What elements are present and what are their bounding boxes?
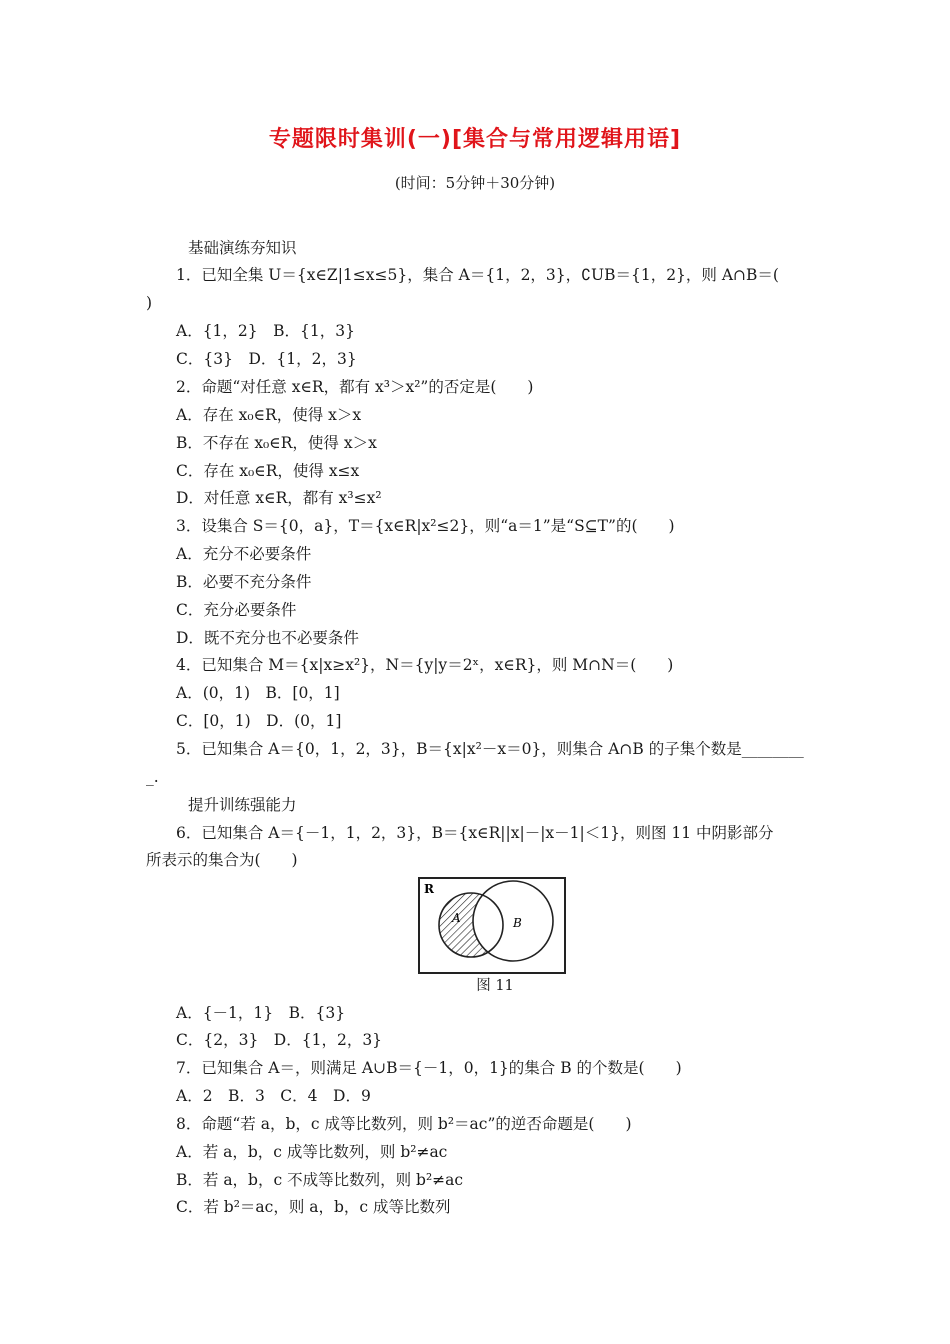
q1-options-cd: C．{3} D．{1，2，3} (176, 350, 357, 368)
q2-option-b: B．不存在 x₀∈R，使得 x＞x (176, 434, 377, 452)
q4-stem: 4．已知集合 M＝{x|x≥x²}，N＝{y|y＝2ˣ，x∈R}，则 M∩N＝( ) (176, 656, 674, 674)
figure-caption: 图 11 (476, 978, 514, 994)
q8-stem: 8．命题“若 a，b，c 成等比数列，则 b²＝ac”的逆否命题是( ) (176, 1115, 632, 1133)
q1-options-ab: A．{1，2} B．{1，3} (176, 322, 355, 340)
q8-option-b: B．若 a，b，c 不成等比数列，则 b²≠ac (176, 1171, 464, 1189)
page-title: 专题限时集训(一)[集合与常用逻辑用语] (268, 127, 682, 152)
q6-stem: 6．已知集合 A＝{－1，1，2，3}，B＝{x∈R||x|－|x－1|＜1}，则图 11 中阴影部分 (176, 824, 774, 842)
section-basic: 基础演练夯知识 (188, 239, 297, 257)
q8-option-a: A．若 a，b，c 成等比数列，则 b²≠ac (176, 1143, 448, 1161)
q6-options-ab: A．{－1，1} B．{3} (176, 1004, 346, 1022)
venn-diagram (418, 877, 566, 974)
q7-options: A．2 B．3 C．4 D．9 (176, 1087, 371, 1105)
q6-options-cd: C．{2，3} D．{1，2，3} (176, 1031, 383, 1049)
q5-stem: 5．已知集合 A＝{0，1，2，3}，B＝{x|x²－x＝0}，则集合 A∩B 的子集个数是________ (176, 740, 804, 758)
q3-option-d: D．既不充分也不必要条件 (176, 629, 359, 647)
section-advanced: 提升训练强能力 (188, 796, 297, 814)
q4-options-cd: C．[0，1) D．(0，1] (176, 712, 342, 730)
q2-option-c: C．存在 x₀∈R，使得 x≤x (176, 462, 360, 480)
q1-stem: 1．已知全集 U＝{x∈Z|1≤x≤5}，集合 A＝{1，2，3}，∁UB＝{1，2}，则 A∩B＝( (176, 266, 779, 284)
q6-stem-cont: 所表示的集合为( ) (146, 851, 298, 869)
q2-option-d: D．对任意 x∈R，都有 x³≤x² (176, 489, 382, 507)
q7-stem: 7．已知集合 A＝，则满足 A∪B＝{－1，0，1}的集合 B 的个数是( ) (176, 1059, 682, 1077)
shaded-region (418, 877, 566, 974)
q8-option-c: C．若 b²＝ac，则 a，b，c 成等比数列 (176, 1198, 451, 1216)
q4-options-ab: A．(0，1) B．[0，1] (176, 684, 340, 702)
q1-stem-cont: ) (146, 294, 153, 312)
label-b: B (513, 916, 522, 930)
label-a: A (452, 911, 461, 925)
label-r: R (424, 882, 434, 896)
q5-stem-cont: _. (146, 768, 159, 786)
time-note: (时间：5分钟＋30分钟) (394, 174, 556, 192)
q3-option-a: A．充分不必要条件 (176, 545, 312, 563)
q2-option-a: A．存在 x₀∈R，使得 x＞x (176, 406, 362, 424)
q3-stem: 3．设集合 S＝{0，a}，T＝{x∈R|x²≤2}，则“a＝1”是“S⊆T”的( ) (176, 517, 675, 535)
q3-option-c: C．充分必要条件 (176, 601, 297, 619)
q3-option-b: B．必要不充分条件 (176, 573, 312, 591)
q2-stem: 2．命题“对任意 x∈R，都有 x³＞x²”的否定是( ) (176, 378, 534, 396)
